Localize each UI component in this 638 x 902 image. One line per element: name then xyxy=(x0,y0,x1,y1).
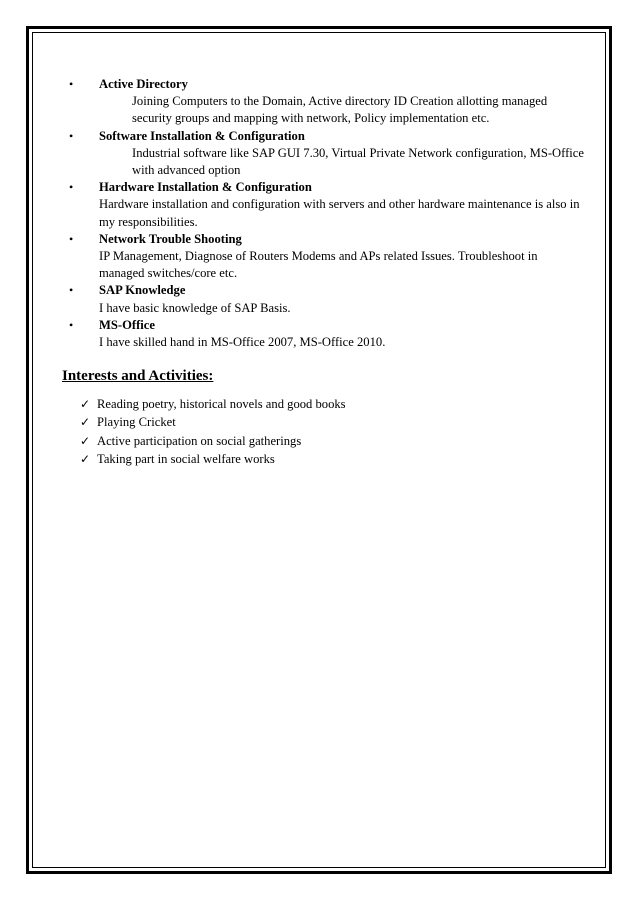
interest-text: Reading poetry, historical novels and good books xyxy=(97,397,346,411)
interest-item xyxy=(80,395,560,413)
bullet-icon: • xyxy=(69,128,74,143)
skill-item-hardware-installation xyxy=(64,179,584,231)
skill-title: Network Trouble Shooting xyxy=(99,231,242,246)
interest-item xyxy=(80,432,560,450)
interest-text: Active participation on social gatherings xyxy=(97,433,302,448)
skill-description: IP Management, Diagnose of Routers Modems and APs related Issues. Troubleshoot in managed switches/core etc. xyxy=(99,249,538,281)
skill-title: Active Directory xyxy=(99,77,188,91)
checkmark-icon: ✓ xyxy=(80,433,91,448)
bullet-icon: • xyxy=(69,231,74,246)
skill-item-active-directory xyxy=(64,76,584,128)
skill-description: Hardware installation and configuration with servers and other hardware maintenance is also in my responsibilities. xyxy=(99,197,580,229)
skill-title: MS-Office xyxy=(99,317,155,332)
bullet-icon: • xyxy=(69,77,74,91)
skill-description: I have basic knowledge of SAP Basis. xyxy=(99,300,291,315)
section-heading-interests: Interests and Activities: xyxy=(62,368,214,384)
skill-item-sap-knowledge xyxy=(64,282,584,316)
checkmark-icon: ✓ xyxy=(80,451,91,466)
checkmark-icon: ✓ xyxy=(80,415,91,430)
interest-text: Taking part in social welfare works xyxy=(97,451,275,466)
bullet-icon: • xyxy=(69,283,74,298)
bullet-icon: • xyxy=(69,317,74,332)
skill-title: Software Installation & Configuration xyxy=(99,128,305,143)
interest-item xyxy=(80,413,560,431)
skill-item-network-trouble-shooting xyxy=(64,231,584,283)
checkmark-icon: ✓ xyxy=(80,397,91,411)
skill-description: Joining Computers to the Domain, Active directory ID Creation allotting managed security groups and mapping with network, Policy implementation etc. xyxy=(132,94,548,126)
skill-item-software-installation xyxy=(64,128,584,180)
skills-list xyxy=(64,76,584,351)
skill-description: Industrial software like SAP GUI 7.30, Virtual Private Network configuration, MS-Office with advanced option xyxy=(132,145,584,178)
skill-item-ms-office xyxy=(64,317,584,351)
interest-item xyxy=(80,450,560,468)
interest-text: Playing Cricket xyxy=(97,415,176,430)
bullet-icon: • xyxy=(69,180,74,195)
skill-title: Hardware Installation & Configuration xyxy=(99,180,312,195)
skill-title: SAP Knowledge xyxy=(99,283,186,298)
interests-list xyxy=(80,395,560,468)
skill-description: I have skilled hand in MS-Office 2007, MS-Office 2010. xyxy=(99,335,386,350)
